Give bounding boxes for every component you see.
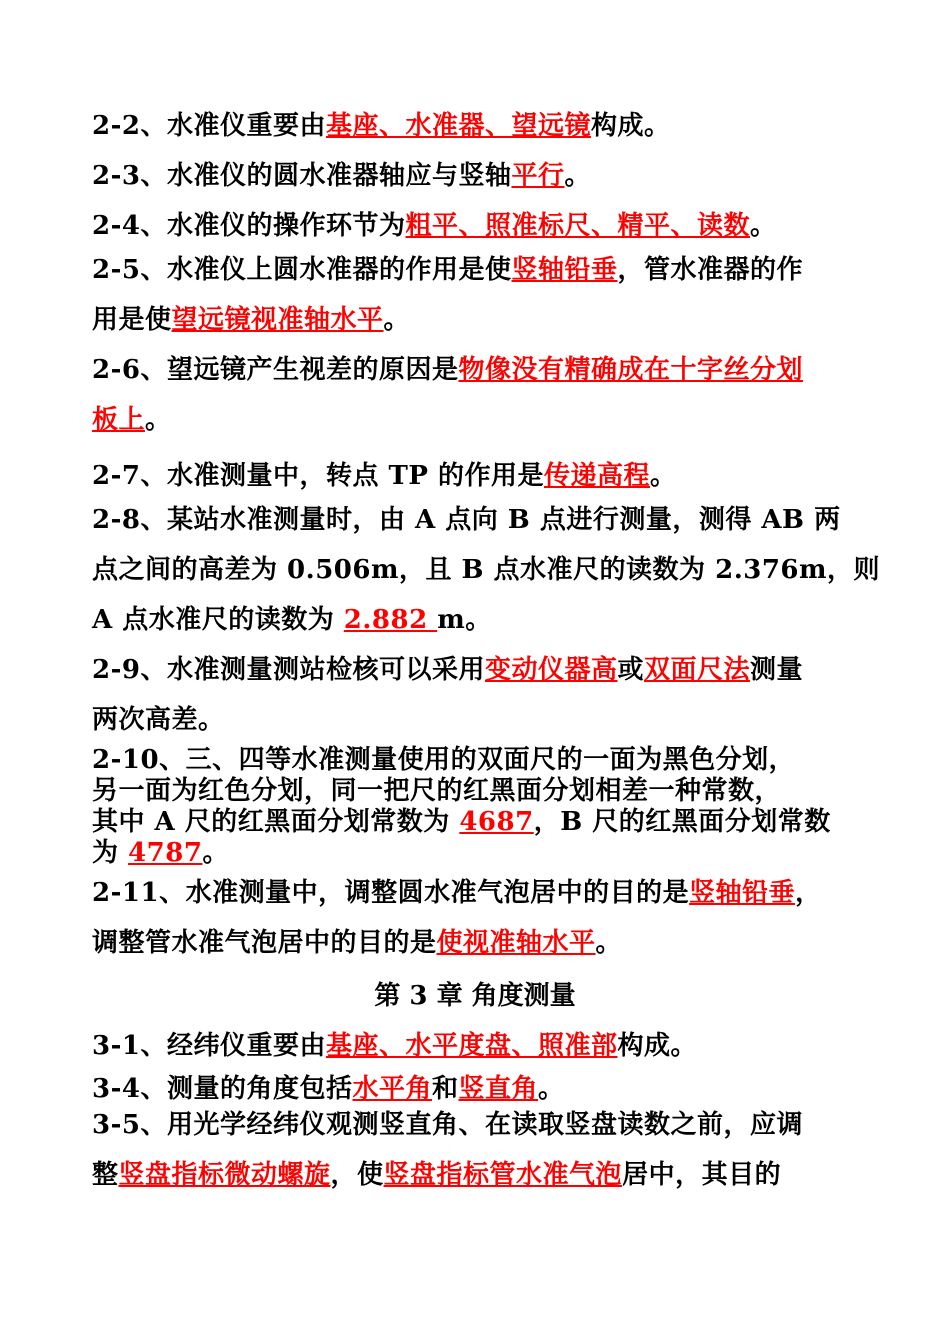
question-text: 其中 A 尺的红黑面分划常数为 — [92, 807, 460, 837]
chapter-heading: 第 3 章 角度测量 — [374, 981, 576, 1011]
paragraph-line — [92, 807, 864, 838]
question-text: 居中，其目的 — [622, 1160, 782, 1190]
answer-text: 平行 — [511, 161, 565, 191]
question-text: m。 — [437, 605, 492, 635]
question-2-4 — [92, 205, 864, 242]
paragraph-line — [92, 345, 864, 395]
question-text: ，B 尺的红黑面分划常数 — [533, 807, 831, 837]
answer-text: 4787 — [128, 838, 203, 868]
answer-text: 物像没有精确成在十字丝分划 — [458, 355, 803, 385]
answer-text: 望远镜视准轴水平 — [171, 305, 384, 335]
question-3-1 — [92, 1025, 864, 1062]
paragraph-line — [92, 295, 864, 345]
answer-text: 粗平、照准标尺、精平、读数 — [405, 211, 750, 241]
paragraph-line — [92, 645, 864, 695]
question-text: 测量 — [750, 655, 804, 685]
paragraph-line: 点之间的高差为 0.506m，且 B 点水准尺的读数为 2.376m，则 — [92, 555, 881, 585]
answer-text: 竖轴铅垂 — [689, 878, 796, 908]
paragraph-line: 2-10、三、四等水准测量使用的双面尺的一面为黑色分划， — [92, 745, 796, 775]
question-text: 构成。 — [617, 1031, 698, 1061]
question-text: 2-11、水准测量中，调整圆水准气泡居中的目的是 — [92, 878, 690, 908]
answer-text: 变动仪器高 — [484, 655, 618, 685]
question-text: 。 — [538, 1074, 565, 1104]
paragraph-line — [92, 918, 864, 968]
question-text: 。 — [750, 211, 777, 241]
question-2-8 — [92, 495, 881, 645]
question-2-5 — [92, 245, 864, 345]
answer-text: 竖轴铅垂 — [511, 255, 618, 285]
answer-text: 基座、水平度盘、照准部 — [325, 1031, 618, 1061]
answer-text: 4687 — [459, 807, 534, 837]
question-2-11 — [92, 868, 864, 968]
answer-text: 板上 — [92, 405, 146, 435]
question-text: 和 — [432, 1074, 459, 1104]
paragraph-line — [92, 868, 864, 918]
question-text: 2-3、水准仪的圆水准器轴应与竖轴 — [92, 161, 512, 191]
question-text: 。 — [650, 461, 677, 491]
question-2-7 — [92, 455, 864, 492]
answer-text: 基座、水准器、望远镜 — [325, 111, 591, 141]
answer-text: 竖盘指标微动螺旋 — [118, 1160, 331, 1190]
answer-text: 竖直角 — [458, 1074, 539, 1104]
question-text: ，管水准器的作 — [617, 255, 804, 285]
paragraph-line — [92, 1150, 864, 1200]
paragraph-line: 另一面为红色分划，同一把尺的红黑面分划相差一种常数， — [92, 776, 782, 806]
question-text: 调整管水准气泡居中的目的是 — [92, 928, 437, 958]
paragraph-line — [92, 245, 864, 295]
paragraph-line — [92, 395, 864, 445]
question-text: 整 — [92, 1160, 119, 1190]
question-2-9 — [92, 645, 864, 745]
answer-text: 2.882 — [343, 605, 438, 635]
question-text: ，使 — [330, 1160, 384, 1190]
question-text: 3-1、经纬仪重要由 — [92, 1031, 326, 1061]
question-text: 构成。 — [591, 111, 671, 141]
question-text: 2-2、水准仪重要由 — [92, 111, 326, 141]
answer-text: 水平角 — [352, 1074, 432, 1104]
answer-text: 传递高程 — [543, 461, 650, 491]
question-text: 2-5、水准仪上圆水准器的作用是使 — [92, 255, 512, 285]
question-2-6 — [92, 345, 864, 445]
answer-text: 双面尺法 — [644, 655, 751, 685]
question-2-3 — [92, 155, 864, 192]
question-text: 2-9、水准测量测站检核可以采用 — [92, 655, 485, 685]
question-text: 3-4、测量的角度包括 — [92, 1074, 353, 1104]
question-text: 为 — [92, 838, 129, 868]
question-text: 。 — [202, 838, 229, 868]
question-text: 。 — [595, 928, 623, 958]
paragraph-line: 两次高差。 — [92, 705, 225, 735]
paragraph-line: 3-5、用光学经纬仪观测竖直角、在读取竖盘读数之前，应调 — [92, 1110, 803, 1140]
question-text: 或 — [617, 655, 645, 685]
question-text: A 点水准尺的读数为 — [92, 605, 344, 635]
question-text: ， — [795, 878, 822, 908]
answer-text: 使视准轴水平 — [436, 928, 596, 958]
question-text: 2-6、望远镜产生视差的原因是 — [92, 355, 459, 385]
question-2-10 — [92, 745, 864, 869]
paragraph-line — [92, 838, 864, 869]
paragraph-line: 2-8、某站水准测量时，由 A 点向 B 点进行测量，测得 AB 两 — [92, 505, 841, 535]
question-text: 。 — [383, 305, 411, 335]
paragraph-line — [92, 595, 864, 645]
question-text: 。 — [564, 161, 592, 191]
question-text: 。 — [145, 405, 172, 435]
question-3-5 — [92, 1100, 864, 1200]
question-text: 2-7、水准测量中，转点 TP 的作用是 — [92, 461, 544, 491]
question-text: 2-4、水准仪的操作环节为 — [92, 211, 406, 241]
question-text: 用是使 — [92, 305, 172, 335]
question-2-2 — [92, 105, 864, 142]
answer-text: 竖盘指标管水准气泡 — [383, 1160, 623, 1190]
